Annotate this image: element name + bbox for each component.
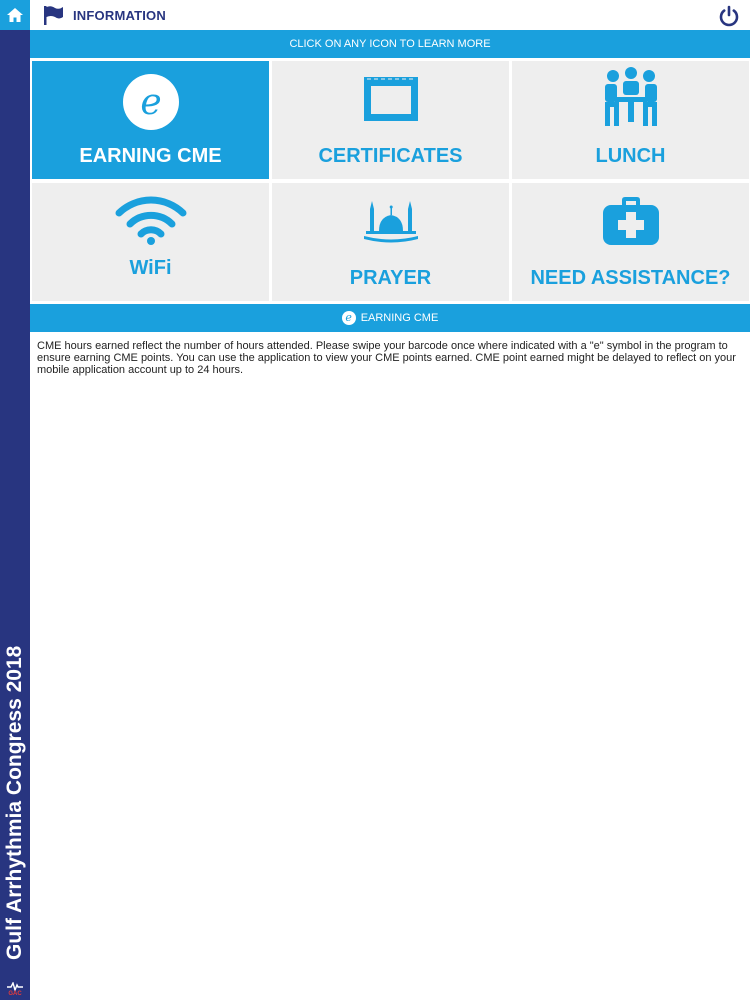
sidebar bbox=[0, 0, 30, 1000]
instruction-bar: CLICK ON ANY ICON TO LEARN MORE bbox=[30, 30, 750, 58]
tile-prayer[interactable] bbox=[272, 183, 509, 301]
section-title: EARNING CME bbox=[360, 312, 439, 324]
top-header bbox=[30, 0, 750, 30]
tile-label: CERTIFICATES bbox=[318, 145, 463, 167]
power-icon[interactable] bbox=[718, 5, 740, 27]
home-icon bbox=[7, 8, 23, 22]
wifi-icon bbox=[115, 193, 187, 245]
first-aid-kit-icon bbox=[601, 195, 661, 247]
page-title: INFORMATION bbox=[73, 7, 166, 23]
people-at-table-icon bbox=[601, 67, 661, 129]
tile-label: WiFi bbox=[129, 257, 172, 279]
section-description: CME hours earned reflect the number of hours attended. Please swipe your barcode once where indicated with a "e" symbol in the program to ensure earning CME points. You can use the application to view your CME points earned. CME point earned might be delayed to reflect on your mobile application account up to 24 hours. bbox=[37, 340, 736, 376]
tile-label: PRAYER bbox=[349, 267, 432, 289]
flag-icon bbox=[42, 4, 64, 26]
info-grid bbox=[30, 58, 750, 304]
tile-certificates[interactable] bbox=[272, 61, 509, 179]
e-circle-icon: e bbox=[342, 311, 356, 325]
e-circle-icon bbox=[122, 73, 180, 131]
event-title: Gulf Arrhythmia Congress 2018 bbox=[3, 645, 26, 960]
heart-pulse-icon bbox=[7, 982, 23, 991]
certificate-frame-icon bbox=[362, 75, 420, 123]
home-button[interactable] bbox=[0, 0, 30, 30]
logo-text: GAC bbox=[8, 991, 22, 997]
tile-label: LUNCH bbox=[595, 145, 666, 167]
tile-lunch[interactable] bbox=[512, 61, 749, 179]
tile-earning-cme[interactable] bbox=[32, 61, 269, 179]
tile-need-assistance[interactable] bbox=[512, 183, 749, 301]
tile-wifi[interactable] bbox=[32, 183, 269, 301]
tile-label: NEED ASSISTANCE? bbox=[530, 267, 731, 289]
tile-label: EARNING CME bbox=[79, 145, 222, 167]
mosque-icon bbox=[360, 199, 422, 245]
section-header bbox=[30, 304, 750, 332]
svg-text:e: e bbox=[139, 82, 162, 123]
event-logo bbox=[2, 978, 28, 998]
